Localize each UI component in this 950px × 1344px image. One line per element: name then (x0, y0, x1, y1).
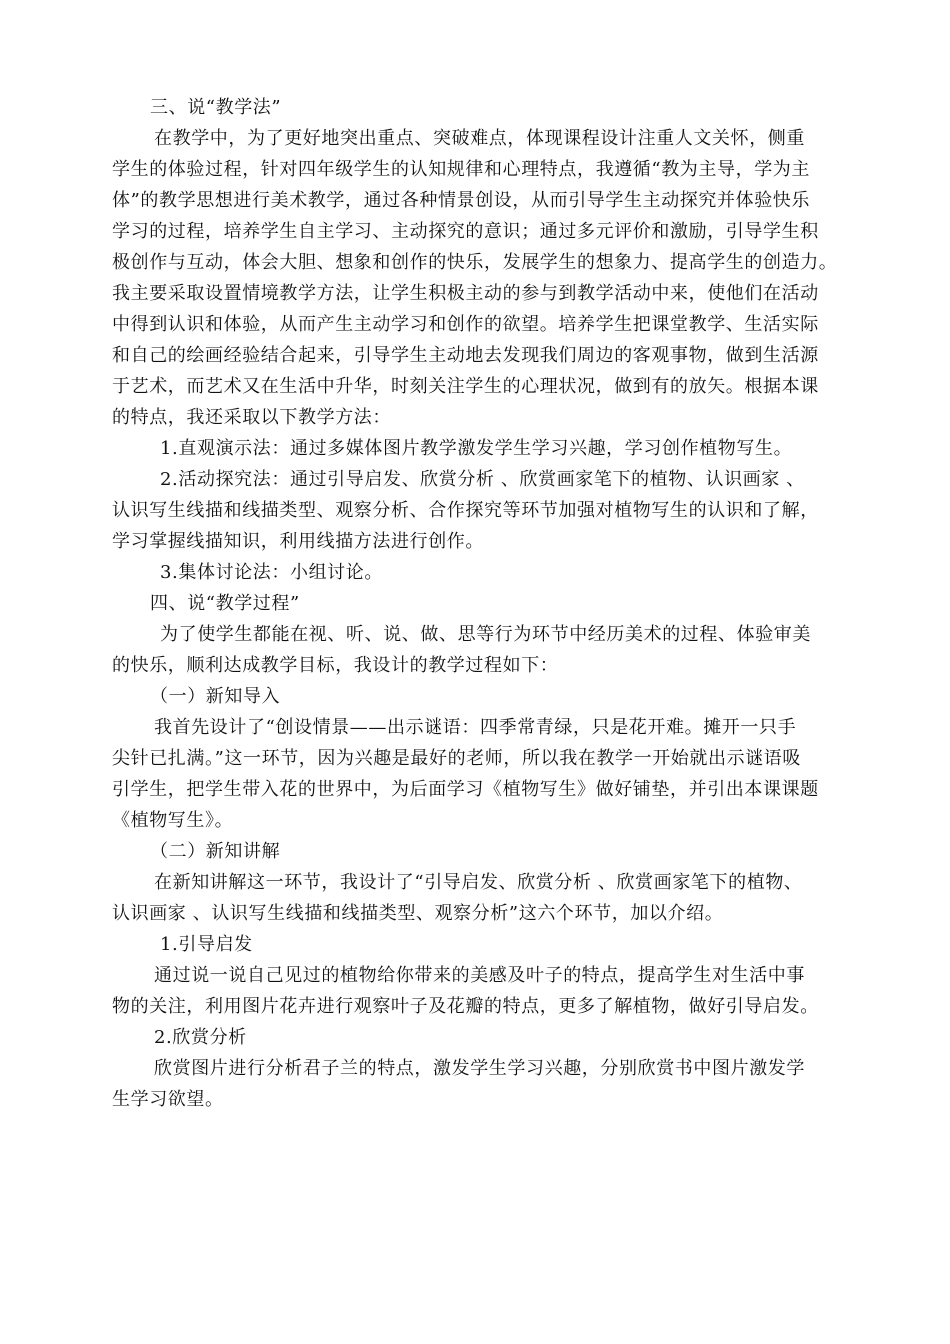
text-line: 在新知讲解这一环节，我设计了“引导启发、欣赏分析 、欣赏画家笔下的植物、 (154, 872, 803, 893)
text-line: 我主要采取设置情境教学方法，让学生积极主动的参与到教学活动中来，使他们在活动 (112, 283, 819, 304)
text-line: 认识写生线描和线描类型、观察分析、合作探究等环节加强对植物写生的认识和了解， (112, 500, 819, 521)
text-line: 学习的过程，培养学生自主学习、主动探究的意识；通过多元评价和激励，引导学生积 (112, 221, 819, 242)
document-body (112, 92, 847, 1115)
text-line: 引学生，把学生带入花的世界中，为后面学习《植物写生》做好铺垫，并引出本课课题 (112, 779, 819, 800)
text-line: 于艺术，而艺术又在生活中升华，时刻关注学生的心理状况，做到有的放矢。根据本课 (112, 376, 819, 397)
text-line: 3.集体讨论法：小组讨论。 (160, 562, 383, 583)
text-line: 为了使学生都能在视、听、说、做、思等行为环节中经历美术的过程、体验审美 (160, 624, 811, 645)
text-line: 通过说一说自己见过的植物给你带来的美感及叶子的特点，提高学生对生活中事 (154, 965, 805, 986)
text-line: 体”的教学思想进行美术教学，通过各种情景创设，从而引导学生主动探究并体验快乐 (112, 190, 810, 211)
text-line: （二）新知讲解 (150, 841, 281, 862)
text-line: 生学习欲望。 (112, 1089, 224, 1110)
text-line: 物的关注，利用图片花卉进行观察叶子及花瓣的特点，更多了解植物，做好引导启发。 (112, 996, 819, 1017)
text-line: 极创作与互动，体会大胆、想象和创作的快乐，发展学生的想象力、提高学生的创造力。 (112, 252, 838, 273)
text-line: 我首先设计了“创设情景——出示谜语：四季常青绿，只是花开难。摊开一只手 (154, 717, 797, 738)
text-line: 中得到认识和体验，从而产生主动学习和创作的欲望。培养学生把课堂教学、生活实际 (112, 314, 819, 335)
text-line: 欣赏图片进行分析君子兰的特点，激发学生学习兴趣，分别欣赏书中图片激发学 (154, 1058, 805, 1079)
text-line: 四、说“教学过程” (150, 593, 300, 614)
text-line: 2.活动探究法：通过引导启发、欣赏分析 、欣赏画家笔下的植物、认识画家 、 (160, 469, 805, 490)
text-line: 三、说“教学法” (150, 97, 282, 118)
text-line: 的快乐，顺利达成教学目标，我设计的教学过程如下： (112, 655, 559, 676)
text-line: 学习掌握线描知识，利用线描方法进行创作。 (112, 531, 484, 552)
text-line: 《植物写生》。 (112, 810, 234, 831)
text-line: 2.欣赏分析 (154, 1027, 247, 1048)
text-line: 和自己的绘画经验结合起来，引导学生主动地去发现我们周边的客观事物，做到生活源 (112, 345, 819, 366)
text-line: 学生的体验过程，针对四年级学生的认知规律和心理特点，我遵循“教为主导，学为主 (112, 159, 810, 180)
text-line: 1.直观演示法：通过多媒体图片教学激发学生学习兴趣，学习创作植物写生。 (160, 438, 793, 459)
text-line: 尖针已扎满。”这一环节，因为兴趣是最好的老师，所以我在教学一开始就出示谜语吸 (112, 748, 801, 769)
text-line: 1.引导启发 (160, 934, 253, 955)
text-line: 在教学中，为了更好地突出重点、突破难点，体现课程设计注重人文关怀，侧重 (154, 128, 805, 149)
text-line: （一）新知导入 (150, 686, 281, 707)
text-line: 认识画家 、认识写生线描和线描类型、观察分析”这六个环节，加以介绍。 (112, 903, 724, 924)
text-line: 的特点，我还采取以下教学方法： (112, 407, 391, 428)
